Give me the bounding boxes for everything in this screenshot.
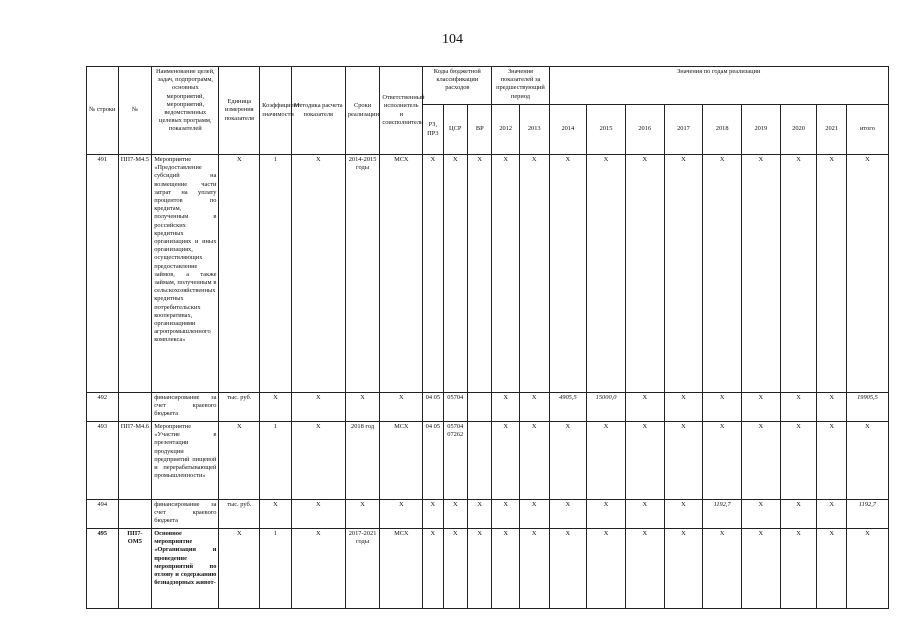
row-total: Х: [846, 529, 888, 609]
row-2014: Х: [549, 422, 587, 500]
row-2018: Х: [703, 422, 742, 500]
row-2016: Х: [625, 422, 664, 500]
row-2013: Х: [519, 500, 549, 529]
row-2019: Х: [742, 393, 781, 422]
row-unit: Х: [219, 422, 260, 500]
row-csr: 05704: [443, 393, 467, 422]
table-row: [87, 529, 889, 609]
row-vr: Х: [467, 529, 491, 609]
row-2016: Х: [625, 155, 664, 393]
row-2012: Х: [492, 155, 520, 393]
header-coef: Коэффициент значимости: [260, 67, 292, 155]
row-csr: Х: [443, 500, 467, 529]
row-terms: Х: [345, 393, 380, 422]
row-2018: Х: [703, 393, 742, 422]
row-2020: Х: [780, 155, 817, 393]
header-years-title: Значения по годам реализации: [549, 67, 888, 105]
row-rz: Х: [423, 155, 443, 393]
row-2021: Х: [817, 500, 847, 529]
row-vr: Х: [467, 155, 491, 393]
row-2021: Х: [817, 529, 847, 609]
table-row: [87, 155, 889, 393]
row-2016: Х: [625, 393, 664, 422]
table-row: [87, 393, 889, 422]
header-2016: 2016: [625, 105, 664, 155]
row-2015: Х: [587, 155, 626, 393]
row-2014: 4905,5: [549, 393, 587, 422]
row-rz: Х: [423, 500, 443, 529]
row-total: Х: [846, 155, 888, 393]
header-2019: 2019: [742, 105, 781, 155]
header-rz: РЗ, ПР3: [423, 105, 443, 155]
row-code: [118, 393, 152, 422]
row-vr: [467, 393, 491, 422]
header-vr: ВР: [467, 105, 491, 155]
row-number: 494: [87, 500, 119, 529]
row-2015: Х: [587, 422, 626, 500]
header-2014: 2014: [549, 105, 587, 155]
row-total: Х: [846, 422, 888, 500]
row-2013: Х: [519, 422, 549, 500]
row-coef: 1: [260, 422, 292, 500]
indicators-table: [86, 66, 889, 609]
row-coef: 1: [260, 155, 292, 393]
row-coef: 1: [260, 529, 292, 609]
row-coef: Х: [260, 393, 292, 422]
row-terms: 2014-2015 годы: [345, 155, 380, 393]
header-responsible: Ответственный исполнитель и соисполнители: [380, 67, 423, 155]
row-unit: тыс. руб.: [219, 500, 260, 529]
row-number: 495: [87, 529, 119, 609]
row-code: ПП7-М4.6: [118, 422, 152, 500]
page-number: 104: [442, 32, 463, 47]
row-2013: Х: [519, 529, 549, 609]
row-total: 1192,7: [846, 500, 888, 529]
row-terms: 2017-2021 годы: [345, 529, 380, 609]
row-method: Х: [291, 393, 345, 422]
header-unit: Единица измерения показателя: [219, 67, 260, 155]
row-name: финансирование за счет краевого бюджета: [152, 500, 219, 529]
row-2019: Х: [742, 155, 781, 393]
row-2015: Х: [587, 500, 626, 529]
row-2020: Х: [780, 422, 817, 500]
row-2012: Х: [492, 422, 520, 500]
header-2020: 2020: [780, 105, 817, 155]
row-2016: Х: [625, 529, 664, 609]
row-code: [118, 500, 152, 529]
row-unit: тыс. руб.: [219, 393, 260, 422]
row-2012: Х: [492, 500, 520, 529]
row-2017: Х: [664, 500, 703, 529]
row-2017: Х: [664, 529, 703, 609]
header-prev-period: Значения показателей за предшествующий период: [492, 67, 549, 105]
row-2016: Х: [625, 500, 664, 529]
header-2018: 2018: [703, 105, 742, 155]
header-2012: 2012: [492, 105, 520, 155]
row-coef: Х: [260, 500, 292, 529]
header-2013: 2013: [519, 105, 549, 155]
row-2019: Х: [742, 500, 781, 529]
row-number: 493: [87, 422, 119, 500]
header-total: итого: [846, 105, 888, 155]
row-method: Х: [291, 155, 345, 393]
row-2015: 15000,0: [587, 393, 626, 422]
row-2019: Х: [742, 422, 781, 500]
row-2021: Х: [817, 155, 847, 393]
row-csr: Х: [443, 155, 467, 393]
row-method: Х: [291, 529, 345, 609]
row-name: финансирование за счет краевого бюджета: [152, 393, 219, 422]
row-2013: Х: [519, 155, 549, 393]
row-rz: 04 05: [423, 422, 443, 500]
row-number: 492: [87, 393, 119, 422]
row-2017: Х: [664, 422, 703, 500]
row-2020: Х: [780, 500, 817, 529]
header-2015: 2015: [587, 105, 626, 155]
row-vr: Х: [467, 500, 491, 529]
header-row-no: № строки: [87, 67, 119, 155]
row-2012: Х: [492, 393, 520, 422]
row-total: 19905,5: [846, 393, 888, 422]
header-terms: Сроки реализации: [345, 67, 380, 155]
row-responsible: МСХ: [380, 155, 423, 393]
row-name: Мероприятие «Участие в презентации продукции предприятий пищевой и перерабатывающей промышленности»: [152, 422, 219, 500]
row-2012: Х: [492, 529, 520, 609]
row-vr: [467, 422, 491, 500]
row-2020: Х: [780, 529, 817, 609]
row-responsible: МСХ: [380, 529, 423, 609]
header-no: №: [118, 67, 152, 155]
row-terms: Х: [345, 500, 380, 529]
row-2021: Х: [817, 422, 847, 500]
row-unit: Х: [219, 155, 260, 393]
row-2017: Х: [664, 155, 703, 393]
header-2017: 2017: [664, 105, 703, 155]
header-2021: 2021: [817, 105, 847, 155]
row-code: ПП7-М4.5: [118, 155, 152, 393]
row-terms: 2018 год: [345, 422, 380, 500]
row-unit: Х: [219, 529, 260, 609]
row-2020: Х: [780, 393, 817, 422]
row-responsible: Х: [380, 393, 423, 422]
table-row: [87, 500, 889, 529]
row-2014: Х: [549, 529, 587, 609]
row-rz: 04 05: [423, 393, 443, 422]
header-budget-codes: Коды бюджетной классификации расходов: [423, 67, 492, 105]
row-2018: 1192,7: [703, 500, 742, 529]
row-2013: Х: [519, 393, 549, 422]
row-name: Мероприятие «Предоставление субсидий на возмещение части затрат на уплату процентов по кредитам, полученным в российских кредитных организациях и иных организациях, осуществляющих предоставление займов, а также займам, полученным в сельскохозяйственных кредитных потребительских кооперативах, организациями агропромышленного комплекса»: [152, 155, 219, 393]
row-2015: Х: [587, 529, 626, 609]
row-method: Х: [291, 500, 345, 529]
row-csr: Х: [443, 529, 467, 609]
row-2018: Х: [703, 155, 742, 393]
row-2021: Х: [817, 393, 847, 422]
row-number: 491: [87, 155, 119, 393]
row-2019: Х: [742, 529, 781, 609]
row-code: ПП7-ОМ5: [118, 529, 152, 609]
row-responsible: МСХ: [380, 422, 423, 500]
row-name: Основное мероприятие «Организация и проведение мероприятий по отлову и содержанию безнадзорных живот-: [152, 529, 219, 609]
row-csr: 05704 07262: [443, 422, 467, 500]
row-2014: Х: [549, 155, 587, 393]
header-name: Наименование целей, задач, подпрограмм, основных мероприятий, мероприятий, ведомственных целевых программ, показателей: [152, 67, 219, 155]
header-method: Методика расчета показателя: [291, 67, 345, 155]
row-rz: Х: [423, 529, 443, 609]
row-2014: Х: [549, 500, 587, 529]
row-method: Х: [291, 422, 345, 500]
row-2018: Х: [703, 529, 742, 609]
header-csr: ЦСР: [443, 105, 467, 155]
table-row: [87, 422, 889, 500]
row-2017: Х: [664, 393, 703, 422]
row-responsible: Х: [380, 500, 423, 529]
